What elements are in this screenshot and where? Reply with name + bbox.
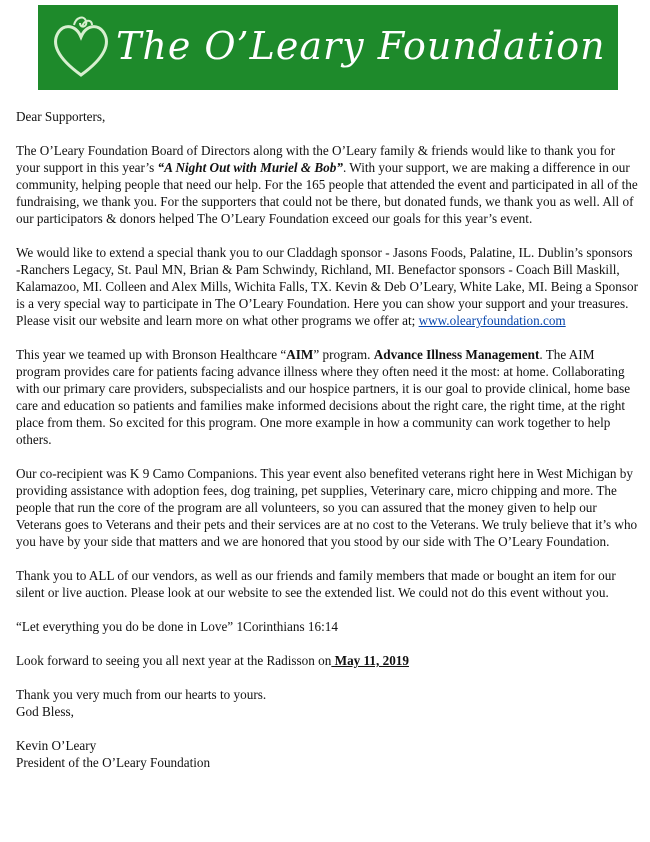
bible-quote: “Let everything you do be done in Love” 1Corinthians 16:14 xyxy=(16,619,338,634)
closing xyxy=(16,686,638,771)
closing-blessing: God Bless, xyxy=(16,704,74,719)
letter-body xyxy=(16,108,638,771)
foundation-title: The O’Leary Foundation xyxy=(116,24,606,68)
signature-title: President of the O’Leary Foundation xyxy=(16,755,211,770)
header-banner xyxy=(38,5,618,90)
aim-label: AIM xyxy=(286,347,314,362)
signature-name: Kevin O’Leary xyxy=(16,738,97,753)
closing-line: Thank you very much from our hearts to yours. xyxy=(16,687,267,702)
paragraph-thanks: The O’Leary Foundation Board of Directors along with the O’Leary family & friends would like to thank you for your support in this year’s “A Night Out with Muriel & Bob”. With your support, we are making a difference in our community, helping people that need our help. For the 165 people that attended the event and participated in all of the fundraising, we thank you. For the supporters that could not be there, but donated funds, we thank you as well. All of our participators & donors helped The O’Leary Foundation exceed our goals for this year’s event. xyxy=(16,143,638,226)
event-name: “A Night Out with Muriel & Bob” xyxy=(157,160,343,175)
website-link[interactable]: www.olearyfoundation.com xyxy=(418,313,566,328)
paragraph-next-year: Look forward to seeing you all next year at the Radisson on May 11, 2019 xyxy=(16,653,409,668)
paragraph-aim: This year we teamed up with Bronson Healthcare “AIM” program. Advance Illness Management. The AIM program provides care for patients facing advance illness where they often need it the most: at home. Collaborating with our primary care providers, subspecialists and our hospice partners, it is our goal to provide clinical, home base care and education so patients and families make informed decisions about the right care, the right time, at the right place from them. So excited for this program. One more example in how a community can work together to help others. xyxy=(16,347,631,447)
paragraph-sponsors: We would like to extend a special thank you to our Claddagh sponsor - Jasons Foods, Palatine, IL. Dublin’s sponsors -Ranchers Legacy, St. Paul MN, Brian & Pam Schwindy, Richland, MI. Benefactor sponsors - Coach Bill Maskill, Kalamazoo, MI. Colleen and Alex Mills, Wichita Falls, TX. Kevin & Deb O’Leary, White Lake, MI. Being a Sponsor is a very special way to participate in The O’Leary Foundation. Here you can show your support and your treasures. Please visit our website and learn more on what other programs we offer at; www.olearyfoundation.com xyxy=(16,245,638,328)
event-date: May 11, 2019 xyxy=(331,653,409,668)
heart-swirl-icon xyxy=(46,13,116,83)
paragraph-vendors: Thank you to ALL of our vendors, as well as our friends and family members that made or bought an item for our silent or live auction. Please look at our website to see the extended list. We could not do this event without you. xyxy=(16,568,616,600)
salutation: Dear Supporters, xyxy=(16,109,106,124)
aim-fullname: Advance Illness Management xyxy=(373,347,540,362)
paragraph-k9: Our co-recipient was K 9 Camo Companions. This year event also benefited veterans right here in West Michigan by providing assistance with adoption fees, dog training, pet supplies, Veterinary care, micro chipping and more. The people that run the core of the program are all volunteers, so you can assured that the money given to help our Veterans goes to Veterans and their pets and their services are at no cost to the Veterans. We truly believe that it’s who you have by your side that matters and we are honored that you stood by our side with The O’Leary Foundation. xyxy=(16,466,638,549)
